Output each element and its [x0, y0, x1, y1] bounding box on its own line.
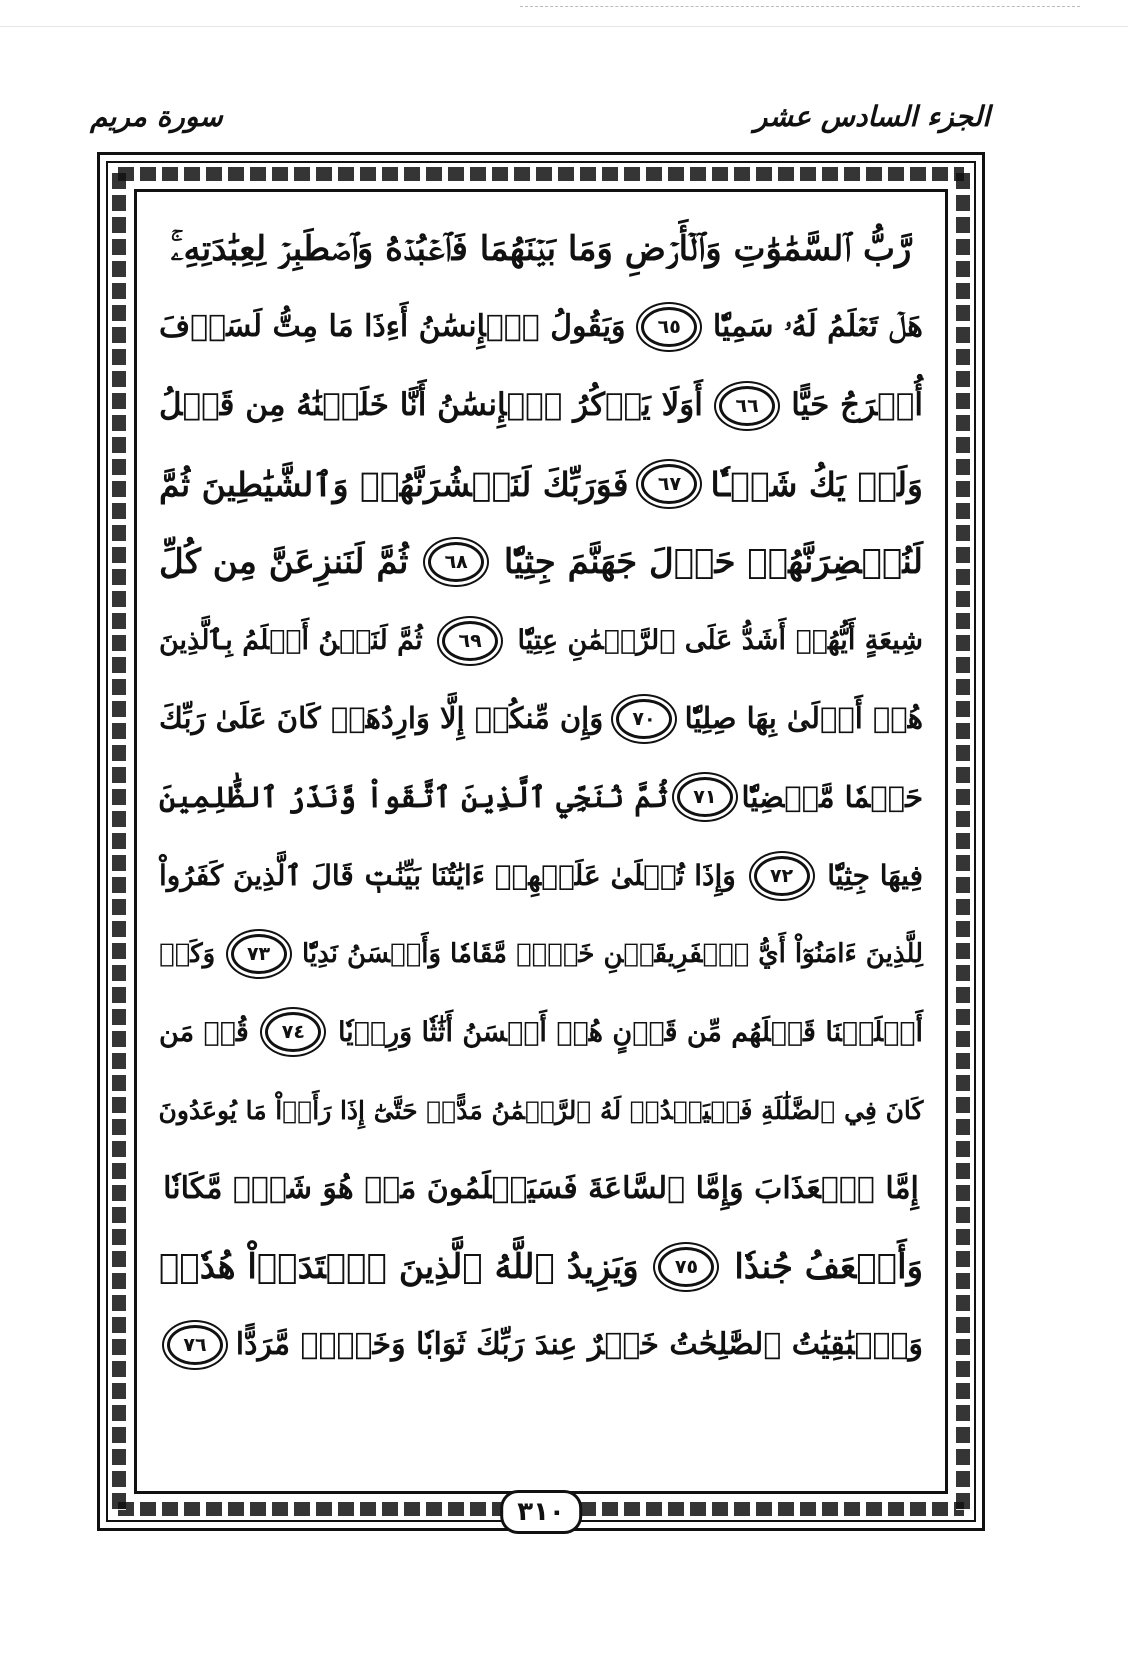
juz-title: الجزء السادس عشر — [753, 100, 990, 133]
text-line — [159, 680, 923, 758]
verse-text: وَيَقُولُ ٱلۡإِنسَٰنُ أَءِذَا مَا مِتُّ لَسَوۡفَ — [159, 309, 626, 345]
verse-text: كَانَ فِي ٱلضَّلَٰلَةِ فَلۡيَمۡدُدۡ لَهُ ٱلرَّحۡمَٰنُ مَدًّاۚ حَتَّىٰٓ إِذَا رَأَوۡاْ مَا يُوعَدُونَ — [158, 1095, 924, 1125]
quran-text — [159, 210, 923, 1384]
text-line — [159, 758, 923, 836]
page-number: ٣١٠ — [500, 1490, 582, 1534]
verse-text: هُمۡ أَوۡلَىٰ بِهَا صِلِيّٗا — [684, 701, 923, 736]
text-line — [159, 601, 923, 679]
text-line — [159, 210, 923, 288]
text-line — [159, 288, 923, 366]
ayah-marker: ٦٨ — [428, 542, 484, 582]
frame-ornament-left — [112, 173, 126, 1510]
verse-text: حَتۡمٗا مَّقۡضِيّٗا — [741, 779, 923, 814]
verse-text: أَوَلَا يَذۡكُرُ ٱلۡإِنسَٰنُ أَنَّا خَلَقۡنَٰهُ مِن قَبۡلُ — [159, 387, 703, 424]
verse-text: وَإِذَا تُتۡلَىٰ عَلَيۡهِمۡ ءَايَٰتُنَا بَيِّنَٰتٖ قَالَ ٱلَّذِينَ كَفَرُواْ — [159, 858, 736, 892]
ayah-marker: ٧٦ — [167, 1325, 223, 1365]
ayah-marker: ٧٢ — [754, 856, 810, 896]
verse-text: ثُمَّ لَنَنزِعَنَّ مِن كُلِّ — [159, 542, 409, 583]
ayah-marker: ٦٥ — [641, 307, 697, 347]
ayah-marker: ٦٩ — [442, 621, 498, 661]
verse-text: رَّبُّ ٱلسَّمَٰوَٰتِ وَٱلۡأَرۡضِ وَمَا بَيۡنَهُمَا فَٱعۡبُدۡهُ وَٱصۡطَبِرۡ لِعِبَٰدَتِهِۦۚ — [170, 229, 912, 270]
verse-text: إِمَّا ٱلۡعَذَابَ وَإِمَّا ٱلسَّاعَةَ فَسَيَعۡلَمُونَ مَنۡ هُوَ شَرّٞ مَّكَانٗا — [163, 1170, 919, 1206]
text-line — [159, 1150, 923, 1228]
ornamental-frame — [97, 152, 985, 1531]
text-line — [159, 836, 923, 914]
verse-text: لِلَّذِينَ ءَامَنُوٓاْ أَيُّ ٱلۡفَرِيقَيۡنِ خَيۡرٞ مَّقَامٗا وَأَحۡسَنُ نَدِيّٗا — [301, 938, 923, 969]
verse-text: لَنُحۡضِرَنَّهُمۡ حَوۡلَ جَهَنَّمَ جِثِيّٗا — [503, 542, 923, 583]
text-line — [159, 1306, 923, 1384]
verse-text: وَلَمۡ يَكُ شَيۡـٔٗا — [710, 464, 923, 504]
text-line — [159, 367, 923, 445]
text-line — [159, 1071, 923, 1149]
verse-text: وَكَمۡ — [159, 938, 216, 969]
text-panel — [134, 189, 948, 1494]
frame-ornament-top — [118, 167, 964, 181]
verse-text: وَأَضۡعَفُ جُندٗا — [734, 1247, 923, 1287]
ayah-marker: ٧١ — [677, 777, 733, 817]
verse-text: أُخۡرَجُ حَيًّا — [791, 387, 923, 424]
ayah-marker: ٧٥ — [658, 1247, 714, 1287]
verse-text: فَوَرَبِّكَ لَنَحۡشُرَنَّهُمۡ وَٱلشَّيَٰطِينَ ثُمَّ — [159, 464, 629, 504]
ayah-marker: ٧٠ — [616, 699, 672, 739]
text-line — [159, 993, 923, 1071]
text-line — [159, 1228, 923, 1306]
text-line — [159, 445, 923, 523]
verse-text: شِيعَةٍ أَيُّهُمۡ أَشَدُّ عَلَى ٱلرَّحۡمَٰنِ عِتِيّٗا — [517, 625, 923, 657]
ayah-marker: ٧٣ — [231, 934, 287, 974]
verse-text: هَلۡ تَعۡلَمُ لَهُۥ سَمِيّٗا — [712, 309, 923, 345]
ayah-marker: ٦٧ — [641, 464, 697, 504]
verse-text: وَإِن مِّنكُمۡ إِلَّا وَارِدُهَاۚ كَانَ عَلَىٰ رَبِّكَ — [159, 701, 604, 736]
ayah-marker: ٦٦ — [719, 386, 775, 426]
frame-ornament-right — [956, 173, 970, 1510]
verse-text: قُلۡ مَن — [159, 1016, 249, 1048]
text-line — [159, 523, 923, 601]
scan-edge-line — [0, 26, 1128, 27]
verse-text: ثُمَّ نُنَجِّي ٱلَّذِينَ ٱتَّقَواْ وَّنَذَرُ ٱلظَّٰلِمِينَ — [159, 779, 669, 814]
text-line — [159, 915, 923, 993]
verse-text: وَيَزِيدُ ٱللَّهُ ٱلَّذِينَ ٱهۡتَدَوۡاْ هُدٗىۗ — [159, 1247, 639, 1287]
verse-text: وَٱلۡبَٰقِيَٰتُ ٱلصَّٰلِحَٰتُ خَيۡرٌ عِندَ رَبِّكَ ثَوَابٗا وَخَيۡرٞ مَّرَدًّا — [235, 1327, 923, 1363]
scan-edge-line — [520, 6, 1080, 7]
page-header — [90, 100, 990, 150]
verse-text: أَهۡلَكۡنَا قَبۡلَهُم مِّن قَرۡنٍ هُمۡ أَحۡسَنُ أَثَٰثٗا وَرِءۡيٗا — [337, 1016, 923, 1048]
surah-title: سورة مريم — [90, 100, 223, 133]
ayah-marker: ٧٤ — [265, 1012, 321, 1052]
verse-text: ثُمَّ لَنَحۡنُ أَعۡلَمُ بِٱلَّذِينَ — [159, 625, 423, 657]
verse-text: فِيهَا جِثِيّٗا — [827, 858, 923, 892]
